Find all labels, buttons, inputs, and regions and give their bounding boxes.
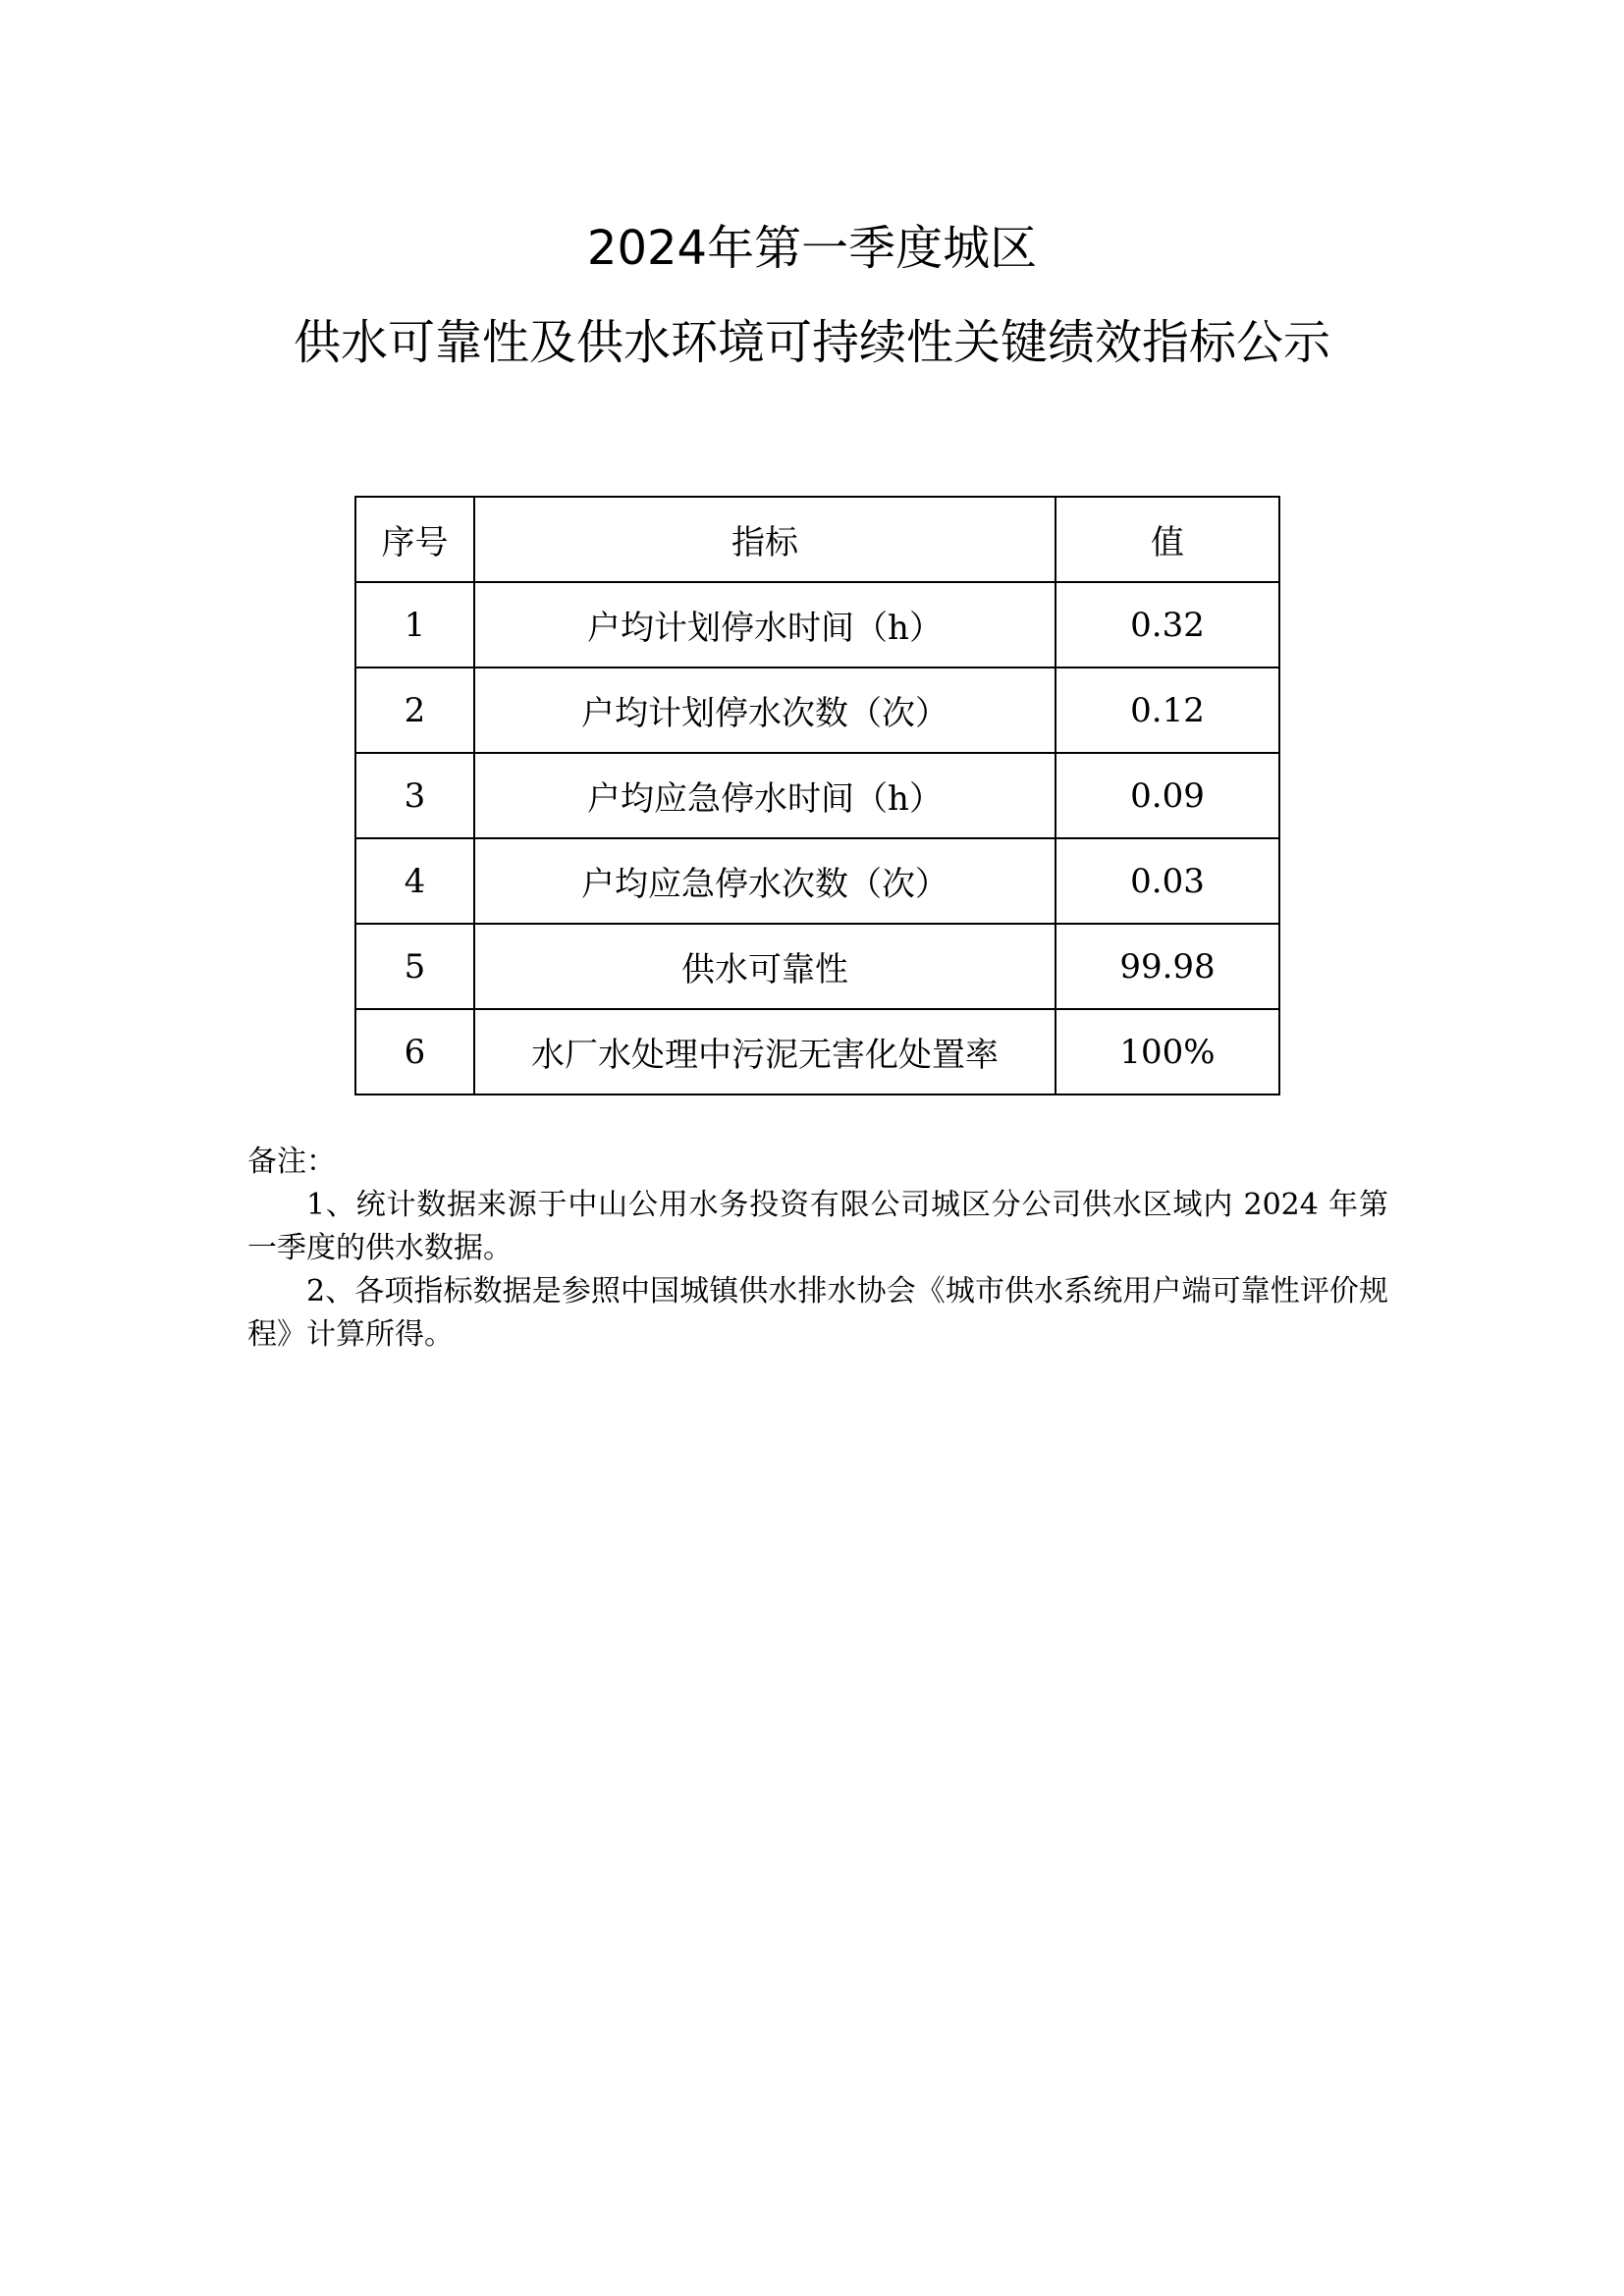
row-indicator: 户均应急停水次数（次） <box>474 838 1056 924</box>
table-row <box>355 753 1279 838</box>
row-serial-number: 3 <box>355 753 474 838</box>
row-value: 0.12 <box>1056 667 1279 753</box>
table-row <box>355 582 1279 667</box>
row-serial-number: 4 <box>355 838 474 924</box>
notes-section <box>247 1141 1388 1357</box>
row-serial-number: 5 <box>355 924 474 1009</box>
row-serial-number: 6 <box>355 1009 474 1095</box>
notes-heading: 备注： <box>247 1145 336 1179</box>
table-row <box>355 838 1279 924</box>
row-indicator: 户均计划停水次数（次） <box>474 667 1056 753</box>
kpi-table <box>354 496 1280 1095</box>
title-line-1: 2024年第一季度城区 <box>586 221 1038 276</box>
row-serial-number: 1 <box>355 582 474 667</box>
row-indicator: 户均计划停水时间（h） <box>474 582 1056 667</box>
row-serial-number: 2 <box>355 667 474 753</box>
row-value: 0.09 <box>1056 753 1279 838</box>
row-value: 0.03 <box>1056 838 1279 924</box>
row-value: 100% <box>1056 1009 1279 1095</box>
note-item-2: 2、各项指标数据是参照中国城镇供水排水协会《城市供水系统用户端可靠性评价规程》计算所得。 <box>247 1274 1388 1352</box>
row-indicator: 供水可靠性 <box>474 924 1056 1009</box>
table-row <box>355 1009 1279 1095</box>
page-title <box>0 201 1624 390</box>
row-indicator: 水厂水处理中污泥无害化处置率 <box>474 1009 1056 1095</box>
header-indicator: 指标 <box>474 497 1056 582</box>
header-value: 值 <box>1056 497 1279 582</box>
header-serial-number: 序号 <box>355 497 474 582</box>
table-header-row <box>355 497 1279 582</box>
title-line-2: 供水可靠性及供水环境可持续性关键绩效指标公示 <box>293 315 1330 370</box>
row-value: 0.32 <box>1056 582 1279 667</box>
table-row <box>355 924 1279 1009</box>
note-item-1: 1、统计数据来源于中山公用水务投资有限公司城区分公司供水区域内 2024 年第一季度的供水数据。 <box>247 1188 1388 1265</box>
row-value: 99.98 <box>1056 924 1279 1009</box>
table-row <box>355 667 1279 753</box>
row-indicator: 户均应急停水时间（h） <box>474 753 1056 838</box>
